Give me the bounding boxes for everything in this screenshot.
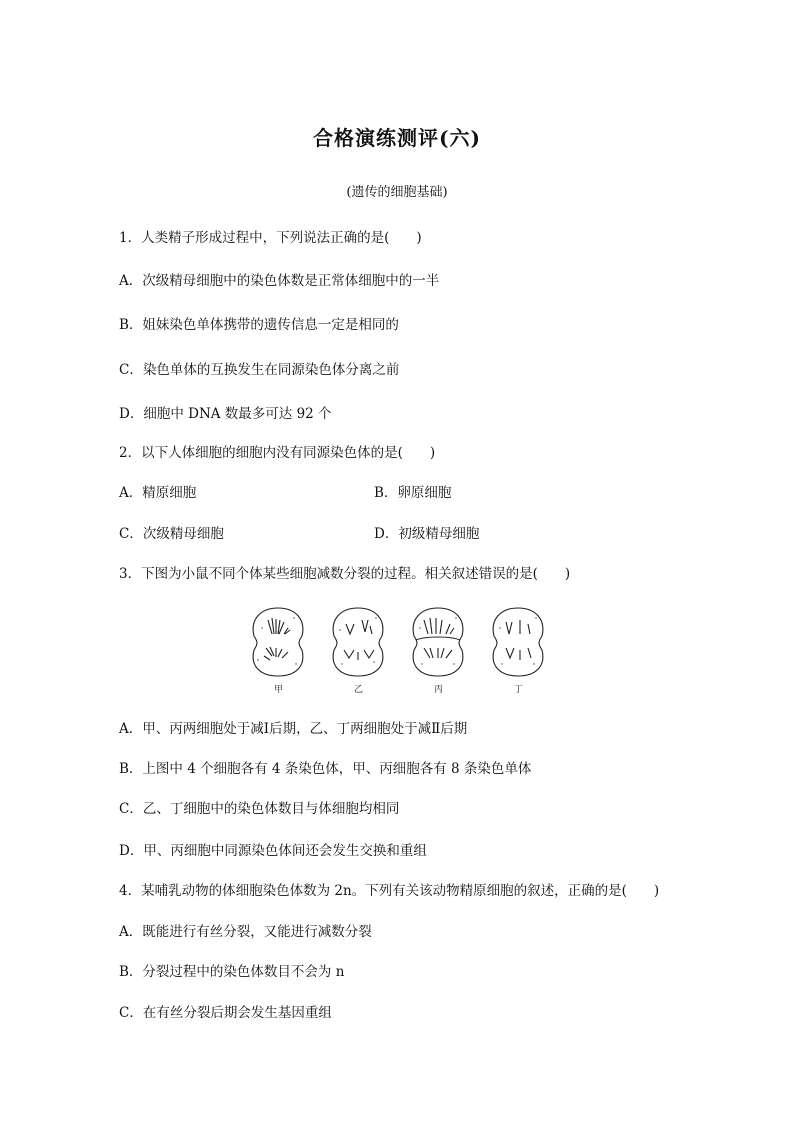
page-subtitle: (遗传的细胞基础)	[346, 185, 448, 200]
question-3-option-d: D．甲、丙细胞中同源染色体间还会发生交换和重组	[119, 843, 427, 859]
question-1-option-a: A．次级精母细胞中的染色体数是正常体细胞中的一半	[119, 273, 440, 289]
question-2-option-b: B．卵原细胞	[374, 485, 452, 501]
question-1-option-c: C．染色单体的互换发生在同源染色体分离之前	[119, 362, 400, 378]
question-4-option-a: A．既能进行有丝分裂，又能进行减数分裂	[119, 924, 372, 940]
question-3-option-a: A．甲、丙两细胞处于减Ⅰ后期，乙、丁两细胞处于减Ⅱ后期	[119, 721, 468, 737]
meiosis-cells-diagram	[240, 598, 560, 698]
question-1-option-d: D．细胞中 DNA 数最多可达 92 个	[119, 406, 332, 422]
figure-label-yi: 乙	[354, 685, 364, 695]
question-4-stem: 4．某哺乳动物的体细胞染色体数为 2n。下列有关该动物精原细胞的叙述，正确的是( )	[119, 883, 660, 899]
figure-label-bing: 丙	[434, 685, 444, 695]
question-2-option-c: C．次级精母细胞	[119, 526, 224, 542]
question-3-stem: 3．下图为小鼠不同个体某些细胞减数分裂的过程。相关叙述错误的是( )	[119, 566, 571, 582]
question-4-option-b: B．分裂过程中的染色体数目不会为 n	[119, 964, 345, 980]
question-1-option-b: B．姐妹染色单体携带的遗传信息一定是相同的	[119, 317, 399, 333]
question-3-option-c: C．乙、丁细胞中的染色体数目与体细胞均相同	[119, 801, 400, 817]
page-title: 合格演练测评(六)	[313, 126, 481, 150]
figure-label-jia: 甲	[274, 685, 284, 695]
question-2-option-a: A．精原细胞	[119, 485, 197, 501]
question-1-stem: 1．人类精子形成过程中，下列说法正确的是( )	[119, 230, 422, 246]
question-2-option-d: D．初级精母细胞	[374, 526, 480, 542]
question-4-option-c: C．在有丝分裂后期会发生基因重组	[119, 1005, 332, 1021]
figure-label-ding: 丁	[514, 685, 524, 695]
question-3-option-b: B．上图中 4 个细胞各有 4 条染色体，甲、丙细胞各有 8 条染色单体	[119, 761, 532, 777]
cell-jia	[253, 608, 303, 676]
meiosis-cells-figure	[240, 598, 560, 698]
question-2-stem: 2．以下人体细胞的细胞内没有同源染色体的是( )	[119, 445, 436, 461]
